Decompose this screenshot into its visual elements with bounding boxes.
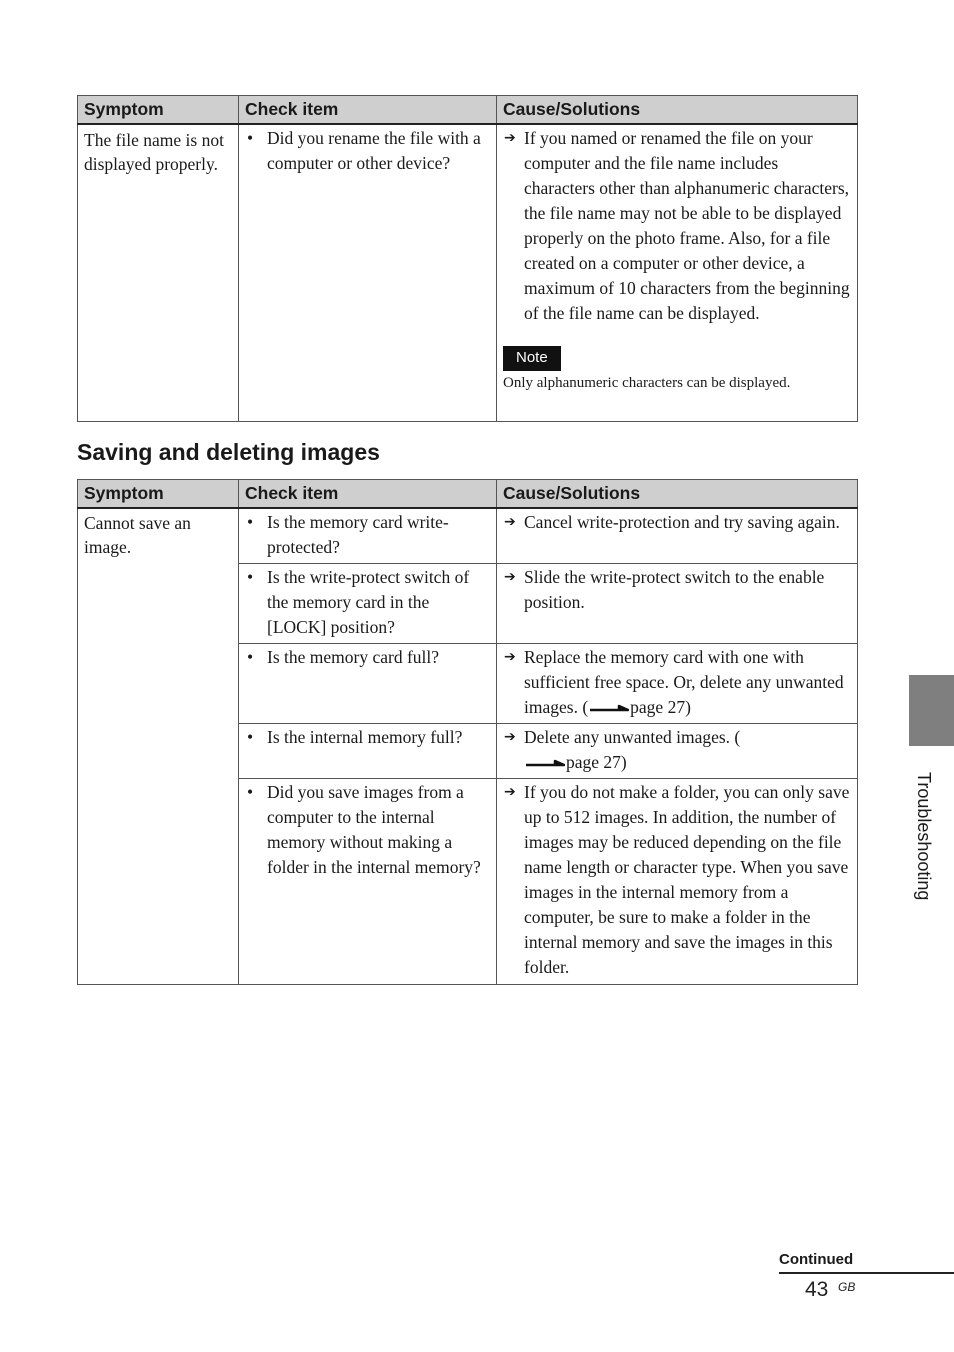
- section-index-label: Troubleshooting: [914, 772, 934, 901]
- header-check-item: Check item: [239, 480, 497, 509]
- file-name-troubleshooting-table: [77, 95, 858, 422]
- solution-text: If you do not make a folder, you can only save up to 512 images. In addition, the number of images may be reduced depending on the file name length or character type. When you save images in the internal memory from a computer, be sure to make a folder in the internal memory and save the images in this folder.: [524, 782, 850, 977]
- solution-item: [503, 510, 851, 535]
- bullet-icon: •: [247, 647, 254, 667]
- saving-deleting-troubleshooting-table: [77, 479, 858, 985]
- check-item-text: Did you save images from a computer to the internal memory without making a folder in the internal memory?: [267, 782, 481, 877]
- solution-item: [503, 725, 851, 775]
- solution-text: If you named or renamed the file on your computer and the file name includes characters other than alphanumeric characters, the file name may not be able to be displayed properly on the photo frame. Also, for a file created on a computer or other device, a maximum of 10 characters from the beginning of the file name can be displayed.: [524, 128, 850, 323]
- solution-text: Cancel write-protection and try saving again.: [524, 512, 840, 532]
- symptom-cell: [78, 508, 239, 985]
- section-index-tab: [909, 675, 954, 746]
- arrow-icon: ➔: [504, 649, 516, 665]
- check-item: [245, 126, 490, 176]
- bullet-icon: •: [247, 567, 254, 587]
- solution-item: [503, 645, 851, 720]
- header-symptom: Symptom: [78, 480, 239, 509]
- solution-item: [503, 565, 851, 615]
- footer-divider: [779, 1272, 954, 1274]
- arrow-icon: ➔: [504, 784, 516, 800]
- header-cause-solutions: Cause/Solutions: [497, 480, 858, 509]
- symptom-text: Cannot save an image.: [84, 513, 191, 557]
- check-item-cell: [239, 508, 497, 564]
- header-cause-solutions: Cause/Solutions: [497, 96, 858, 125]
- bullet-icon: •: [247, 782, 254, 802]
- page-reference-icon: [589, 703, 629, 713]
- check-item: [245, 565, 490, 640]
- check-item-text: Is the internal memory full?: [267, 727, 463, 747]
- check-item-cell: [239, 779, 497, 985]
- solution-text: Slide the write-protect switch to the enable position.: [524, 567, 825, 612]
- page-reference-text: page 27): [630, 697, 691, 717]
- check-item-text: Is the memory card full?: [267, 647, 440, 667]
- solution-text: [524, 725, 851, 775]
- table-header-row: [78, 480, 858, 509]
- page-reference-text: page 27): [566, 752, 627, 772]
- continued-label: Continued: [779, 1251, 854, 1268]
- check-item-text: Is the memory card write-protected?: [267, 512, 449, 557]
- solution-cell: [497, 724, 858, 779]
- arrow-icon: ➔: [504, 130, 516, 146]
- arrow-icon: ➔: [504, 514, 516, 530]
- page-reference-icon: [525, 758, 565, 768]
- page-number: 43: [805, 1278, 829, 1301]
- check-item: [245, 645, 490, 670]
- solution-text: [524, 645, 851, 720]
- table-row: [78, 508, 858, 564]
- solution-cell: [497, 564, 858, 644]
- table-header-row: [78, 96, 858, 125]
- bullet-icon: •: [247, 512, 254, 532]
- check-item-cell: [239, 564, 497, 644]
- note-label: Note: [503, 346, 561, 371]
- check-item: [245, 510, 490, 560]
- check-item: [245, 780, 490, 880]
- bullet-icon: •: [247, 128, 254, 148]
- solution-cell: [497, 508, 858, 564]
- section-title: Saving and deleting images: [77, 439, 380, 465]
- check-item-text: Is the write-protect switch of the memory card in the [LOCK] position?: [267, 567, 470, 637]
- symptom-cell: [78, 124, 239, 421]
- solution-item: [503, 126, 851, 326]
- solution-cell: [497, 644, 858, 724]
- check-item-text: Did you rename the file with a computer or other device?: [267, 128, 481, 173]
- table-row: [78, 124, 858, 421]
- arrow-icon: ➔: [504, 729, 516, 745]
- symptom-text: The file name is not displayed properly.: [84, 130, 224, 174]
- page-region-code: GB: [838, 1280, 856, 1294]
- check-item-cell: [239, 724, 497, 779]
- check-item-cell: [239, 124, 497, 421]
- solution-item: [503, 780, 851, 980]
- check-item-cell: [239, 644, 497, 724]
- solution-cell: [497, 124, 858, 421]
- check-item: [245, 725, 490, 750]
- solution-text-before: Delete any unwanted images. (: [524, 727, 741, 747]
- solution-cell: [497, 779, 858, 985]
- note-text: Only alphanumeric characters can be displayed.: [503, 375, 791, 391]
- bullet-icon: •: [247, 727, 254, 747]
- header-symptom: Symptom: [78, 96, 239, 125]
- solution-text-before: Replace the memory card with one with sufficient free space. Or, delete any unwanted images. (: [524, 647, 844, 717]
- arrow-icon: ➔: [504, 569, 516, 585]
- header-check-item: Check item: [239, 96, 497, 125]
